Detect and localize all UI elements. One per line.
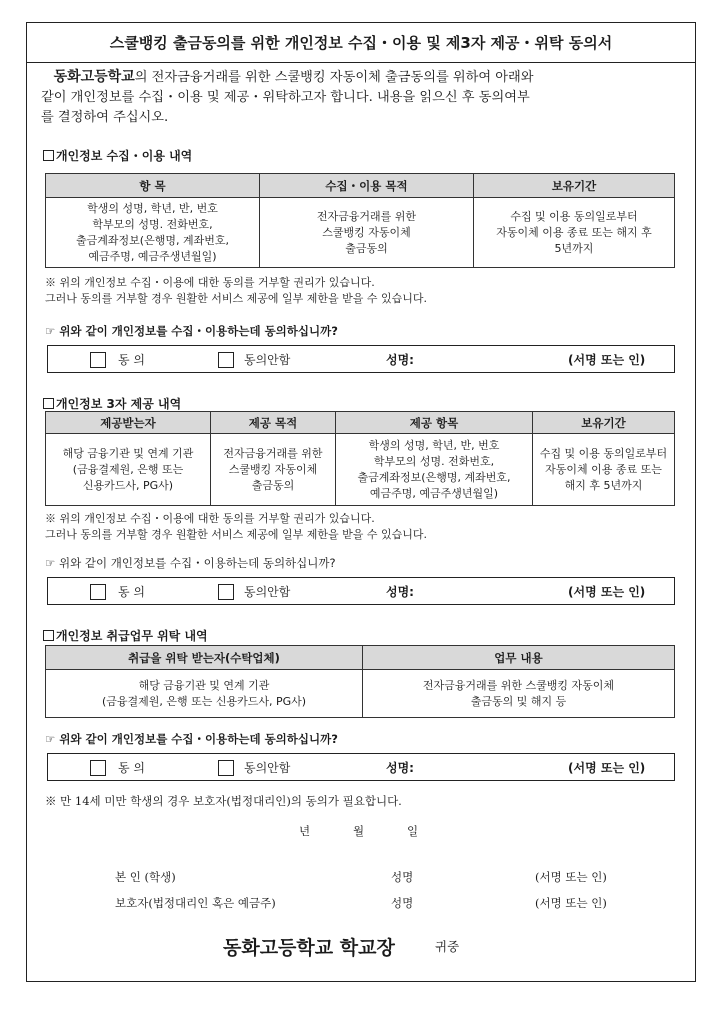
column-header: 업무 내용 <box>363 646 675 670</box>
section-outsourcing-heading: 개인정보 취급업무 위탁 내역 <box>43 627 208 644</box>
checkbox-square-icon <box>43 150 54 161</box>
signature-hint: (서명 또는 인) <box>568 761 646 775</box>
disagree-label: 동의안함 <box>244 353 291 367</box>
refusal-note: ※ 위의 개인정보 수집・이용에 대한 동의를 거부할 권리가 있습니다. 그러나 동의를 거부할 경우 원활한 서비스 제공에 일부 제한을 받을 수 있습니다. <box>45 512 427 541</box>
student-label: 본 인 (학생) <box>115 870 176 884</box>
consent-question: ☞ 위와 같이 개인정보를 수집・이용하는데 동의하십니까? <box>45 732 338 746</box>
column-header: 제공 항목 <box>336 412 533 434</box>
table-cell: 수집 및 이용 동의일로부터 자동이체 이용 종료 또는 해지 후 5년까지 <box>533 434 675 506</box>
checkbox-square-icon <box>43 630 54 641</box>
table-cell: 수집 및 이용 동의일로부터 자동이체 이용 종료 또는 해지 후 5년까지 <box>474 198 675 268</box>
guardian-name-label: 성명 <box>391 896 414 910</box>
principal-title: 동화고등학교 학교장 <box>223 937 395 959</box>
disagree-checkbox[interactable] <box>218 584 234 600</box>
checkbox-square-icon <box>43 398 54 409</box>
intro-line-3: 를 결정하여 주십시오. <box>41 110 169 125</box>
table-cell: 전자금융거래를 위한 스쿨뱅킹 자동이체 출금동의 및 해지 등 <box>363 670 675 718</box>
intro-line-2: 같이 개인정보를 수집・이용 및 제공・위탁하고자 합니다. 내용을 읽으신 후 동의여부 <box>41 90 530 105</box>
column-header: 항 목 <box>46 174 260 198</box>
disagree-label: 동의안함 <box>244 761 291 775</box>
guardian-sign-hint: (서명 또는 인) <box>535 896 607 910</box>
student-name-label: 성명 <box>391 870 414 884</box>
column-header: 보유기간 <box>474 174 675 198</box>
disagree-checkbox[interactable] <box>218 760 234 776</box>
outsourcing-table <box>45 645 675 718</box>
collection-table <box>45 173 675 268</box>
table-cell: 학생의 성명, 학년, 반, 번호 학부모의 성명. 전화번호, 출금계좌정보(은행명, 계좌번호, 예금주명, 예금주생년월일) <box>46 198 260 268</box>
table-cell: 전자금융거래를 위한 스쿨뱅킹 자동이체 출금동의 <box>211 434 336 506</box>
guardian-label: 보호자(법정대리인 혹은 예금주) <box>115 896 276 910</box>
refusal-note: ※ 위의 개인정보 수집・이용에 대한 동의를 거부할 권리가 있습니다. 그러나 동의를 거부할 경우 원활한 서비스 제공에 일부 제한을 받을 수 있습니다. <box>45 276 427 305</box>
intro-line-1: 의 전자금융거래를 위한 스쿨뱅킹 자동이체 출금동의를 위하여 아래와 <box>134 70 534 85</box>
consent-row <box>47 753 675 781</box>
column-header: 수집・이용 목적 <box>260 174 474 198</box>
section-third-party-heading: 개인정보 3자 제공 내역 <box>43 395 181 412</box>
agree-checkbox[interactable] <box>90 760 106 776</box>
column-header: 제공 목적 <box>211 412 336 434</box>
student-sign-hint: (서명 또는 인) <box>535 870 607 884</box>
table-cell: 전자금융거래를 위한 스쿨뱅킹 자동이체 출금동의 <box>260 198 474 268</box>
section-collection-heading: 개인정보 수집・이용 내역 <box>43 147 192 164</box>
consent-question: ☞ 위와 같이 개인정보를 수집・이용하는데 동의하십니까? <box>45 324 338 338</box>
consent-question: ☞ 위와 같이 개인정보를 수집・이용하는데 동의하십니까? <box>45 556 336 570</box>
minor-guardian-note: ※ 만 14세 미만 학생의 경우 보호자(법정대리인)의 동의가 필요합니다. <box>45 794 402 808</box>
signature-label: 성명: <box>386 585 414 599</box>
date-day-label: 일 <box>407 824 419 838</box>
agree-label: 동 의 <box>118 585 145 599</box>
table-cell: 학생의 성명, 학년, 반, 번호 학부모의 성명. 전화번호, 출금계좌정보(은행명, 계좌번호, 예금주명, 예금주생년월일) <box>336 434 533 506</box>
school-name: 동화고등학교 <box>53 69 135 85</box>
agree-label: 동 의 <box>118 353 145 367</box>
signature-hint: (서명 또는 인) <box>568 585 646 599</box>
column-header: 보유기간 <box>533 412 675 434</box>
consent-form <box>26 22 696 982</box>
disagree-label: 동의안함 <box>244 585 291 599</box>
third-party-table <box>45 411 675 506</box>
table-cell: 해당 금융기관 및 연계 기관 (금융결제원, 은행 또는 신용카드사, PG사) <box>46 670 363 718</box>
column-header: 제공받는자 <box>46 412 211 434</box>
agree-label: 동 의 <box>118 761 145 775</box>
honorific: 귀중 <box>435 939 460 954</box>
consent-row <box>47 345 675 373</box>
signature-hint: (서명 또는 인) <box>568 353 646 367</box>
agree-checkbox[interactable] <box>90 352 106 368</box>
column-header: 취급을 위탁 받는자(수탁업체) <box>46 646 363 670</box>
date-year-label: 년 <box>299 824 311 838</box>
table-cell: 해당 금융기관 및 연계 기관 (금융결제원, 은행 또는 신용카드사, PG사) <box>46 434 211 506</box>
signature-label: 성명: <box>386 353 414 367</box>
signature-label: 성명: <box>386 761 414 775</box>
form-title: 스쿨뱅킹 출금동의를 위한 개인정보 수집・이용 및 제3자 제공・위탁 동의서 <box>27 23 695 63</box>
consent-row <box>47 577 675 605</box>
disagree-checkbox[interactable] <box>218 352 234 368</box>
agree-checkbox[interactable] <box>90 584 106 600</box>
intro-paragraph <box>41 67 681 128</box>
date-month-label: 월 <box>353 824 365 838</box>
